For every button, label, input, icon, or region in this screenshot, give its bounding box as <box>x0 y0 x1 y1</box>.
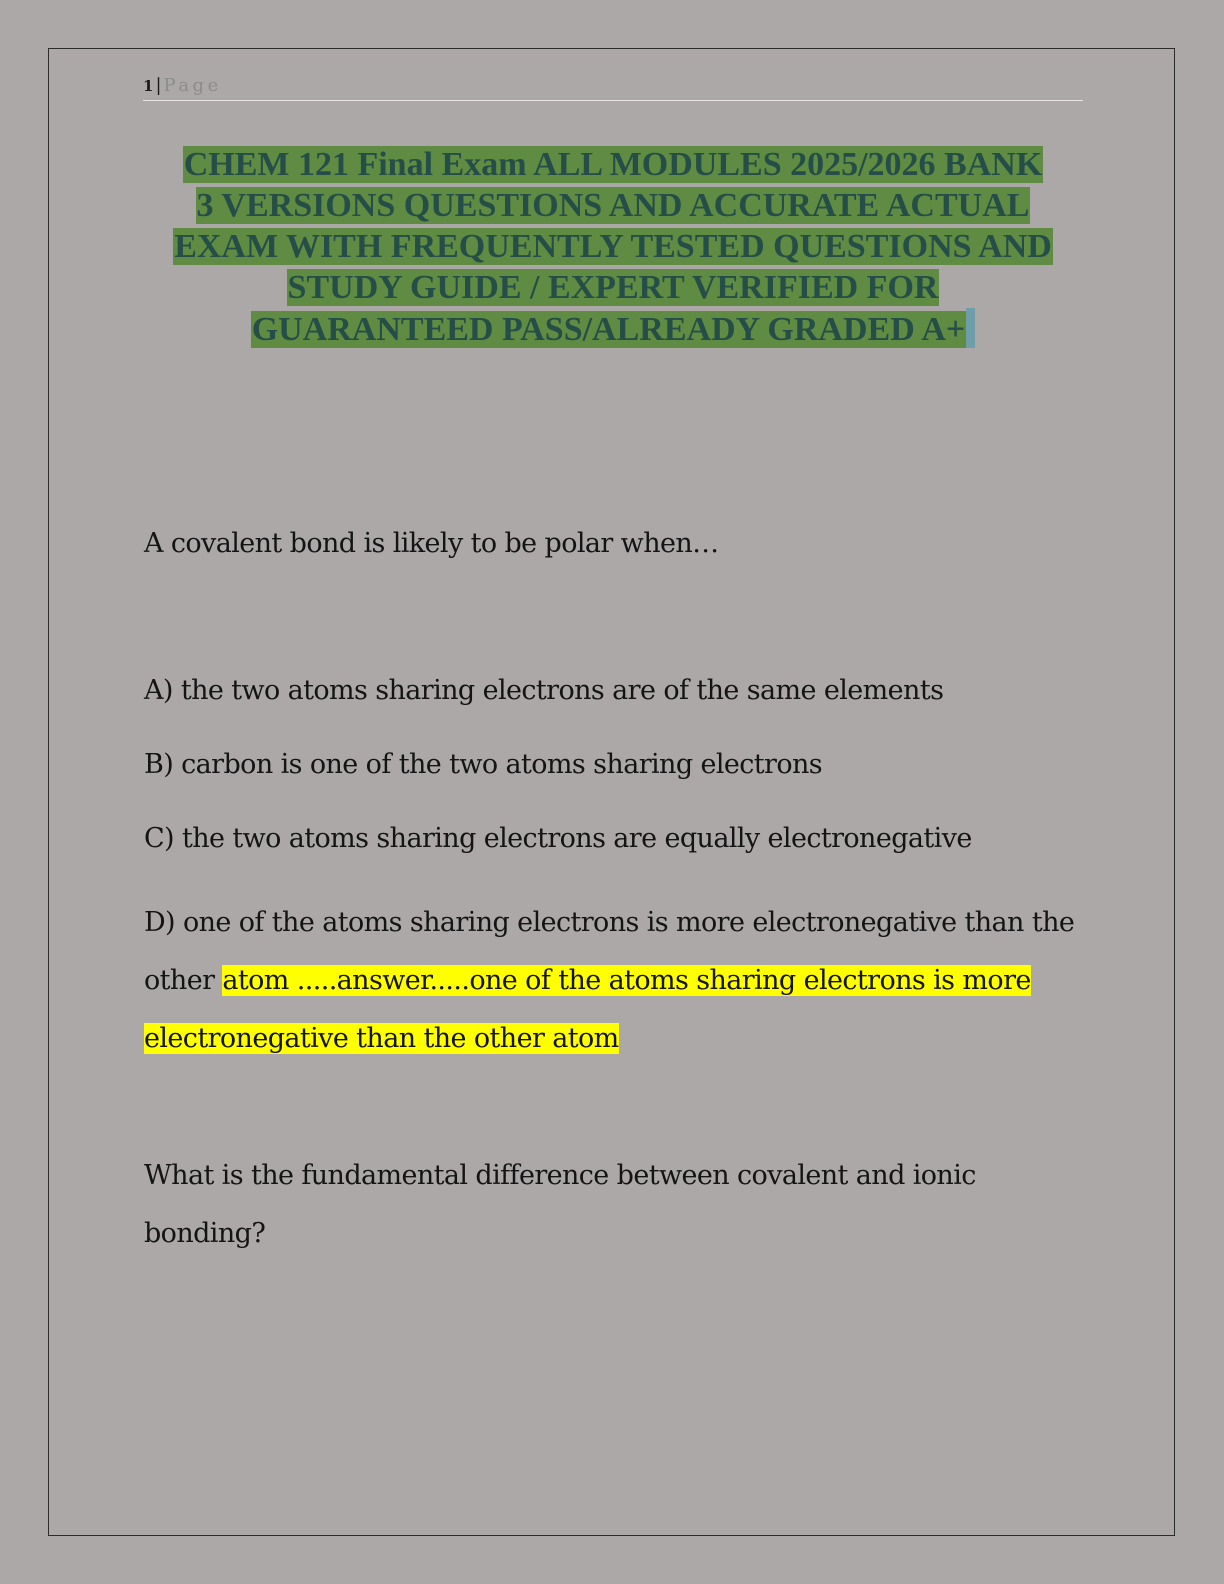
title-line: 3 VERSIONS QUESTIONS AND ACCURATE ACTUAL <box>196 187 1030 224</box>
option-b: B) carbon is one of the two atoms sharing electrons <box>144 749 823 780</box>
page-number: 1 <box>143 77 154 95</box>
option-d-text: D) one of the atoms sharing electrons is more electronegative than the other <box>144 907 1075 996</box>
option-d <box>144 894 1084 1068</box>
title-line: STUDY GUIDE / EXPERT VERIFIED FOR <box>287 269 939 306</box>
page-header <box>143 72 1083 101</box>
document-title <box>143 144 1083 350</box>
header-separator: | <box>155 75 162 96</box>
title-line: EXAM WITH FREQUENTLY TESTED QUESTIONS AND <box>174 228 1052 265</box>
option-a: A) the two atoms sharing electrons are of the same elements <box>144 675 944 706</box>
question-1-prompt: A covalent bond is likely to be polar when… <box>144 528 719 559</box>
answer-highlight: atom .....answer.....one of the atoms sharing electrons is more electronegative than the other atom <box>144 965 1031 1054</box>
title-line: GUARANTEED PASS/ALREADY GRADED A+ <box>251 311 966 348</box>
question-2-prompt: What is the fundamental difference between covalent and ionic bonding? <box>144 1160 976 1249</box>
page-label: Page <box>163 75 222 96</box>
option-c: C) the two atoms sharing electrons are equally electronegative <box>144 823 972 854</box>
title-line: CHEM 121 Final Exam ALL MODULES 2025/2026 BANK <box>183 146 1043 183</box>
text-cursor <box>966 308 975 348</box>
